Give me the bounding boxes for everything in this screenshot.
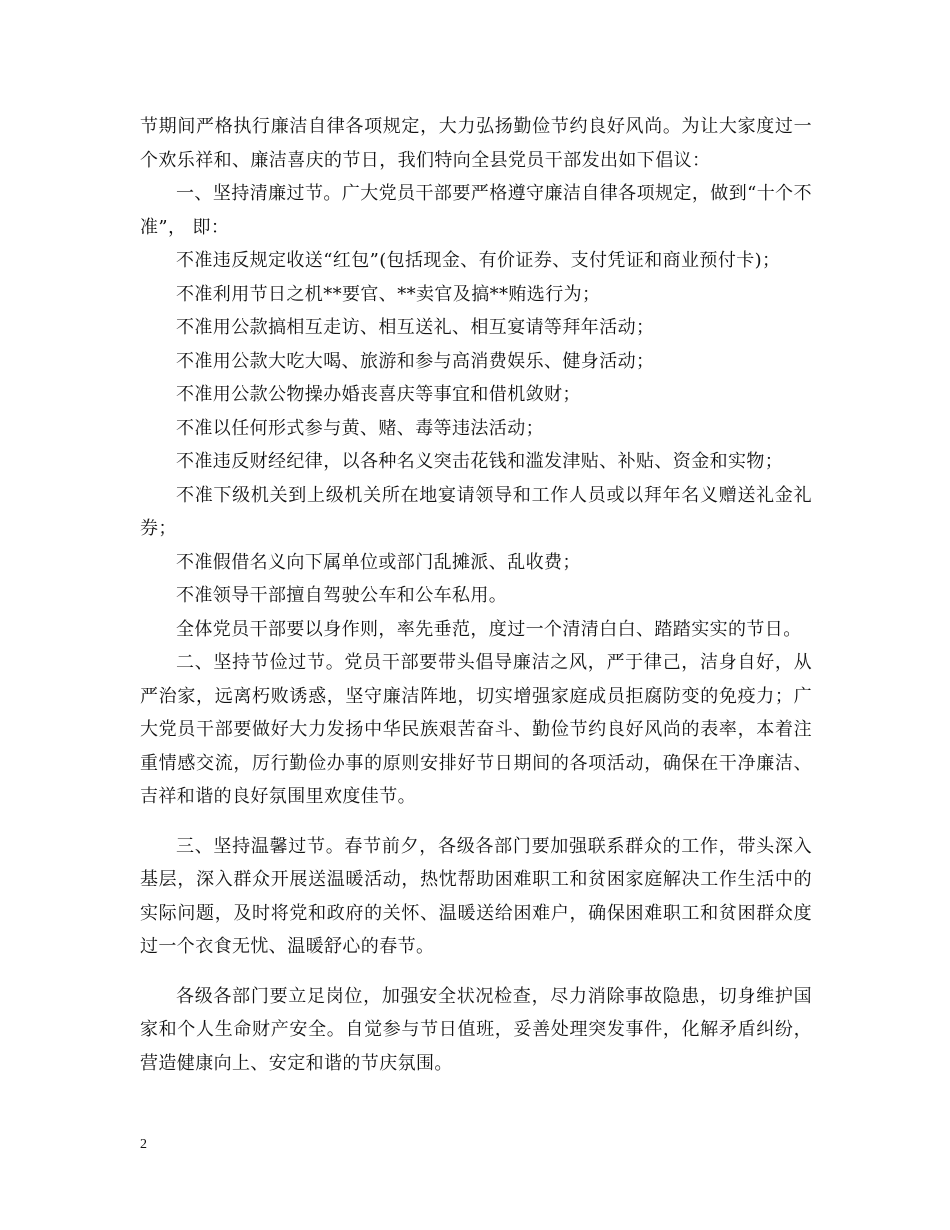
rule-item: 不准用公款搞相互走访、相互送礼、相互宴请等拜年活动； — [176, 317, 655, 338]
rule-item: 不准领导干部擅自驾驶公车和公车私用。 — [176, 585, 508, 606]
paragraph-section-one: 一、坚持清廉过节。广大党员干部要严格遵守廉洁自律各项规定，做到“十个不准”， 即： — [140, 183, 812, 238]
rule-item: 不准利用节日之机**要官、**卖官及搞**贿选行为； — [176, 283, 601, 305]
rule-item: 不准违反财经纪律，以各种名义突击花钱和滥发津贴、补贴、资金和实物； — [176, 451, 784, 472]
rule-item: 不准违反规定收送“红包”(包括现金、有价证券、支付凭证和商业预付卡)； — [176, 250, 781, 271]
paragraph-section-three: 三、坚持温馨过节。春节前夕，各级各部门要加强联系群众的工作，带头深入基层，深入群众开展送温暖活动，热忱帮助困难职工和贫困家庭解决工作生活中的实际问题，及时将党和政府的关怀、温暖送给困难户，确保困难职工和贫困群众度过一个衣食无忧、温暖舒心的春节。 — [140, 835, 812, 957]
paragraph-section-two: 二、坚持节俭过节。党员干部要带头倡导廉洁之风，严于律己，洁身自好，从严治家，远离朽败诱惑，坚守廉洁阵地，切实增强家庭成员拒腐防变的免疫力；广大党员干部要做好大力发扬中华民族艰苦奋斗、勤俭节约良好风尚的表率，本着注重情感交流，厉行勤俭办事的原则安排好节日期间的各项活动，确保在干净廉洁、吉祥和谐的良好氛围里欢度佳节。 — [140, 652, 812, 807]
rule-item: 不准用公款大吃大喝、旅游和参与高消费娱乐、健身活动； — [176, 350, 655, 372]
rule-item: 不准用公款公物操办婚丧喜庆等事宜和借机敛财； — [176, 384, 581, 405]
page-number: 2 — [140, 1137, 147, 1152]
rule-item: 不准下级机关到上级机关所在地宴请领导和工作人员或以拜年名义赠送礼金礼券； — [140, 484, 812, 539]
rule-item: 不准假借名义向下属单位或部门乱摊派、乱收费； — [176, 551, 581, 573]
document-body — [140, 110, 812, 1080]
paragraph-summary: 全体党员干部要以身作则，率先垂范，度过一个清清白白、踏踏实实的节日。 — [176, 618, 802, 640]
rule-item: 不准以任何形式参与黄、赌、毒等违法活动； — [176, 417, 544, 439]
paragraph-continuation: 节期间严格执行廉洁自律各项规定，大力弘扬勤俭节约良好风尚。为让大家度过一个欢乐祥和、廉洁喜庆的节日，我们特向全县党员干部发出如下倡议： — [140, 116, 812, 171]
paragraph-closing: 各级各部门要立足岗位，加强安全状况检查，尽力消除事故隐患，切身维护国家和个人生命财产安全。自觉参与节日值班，妥善处理突发事件，化解矛盾纠纷，营造健康向上、安定和谐的节庆氛围。 — [140, 985, 812, 1074]
